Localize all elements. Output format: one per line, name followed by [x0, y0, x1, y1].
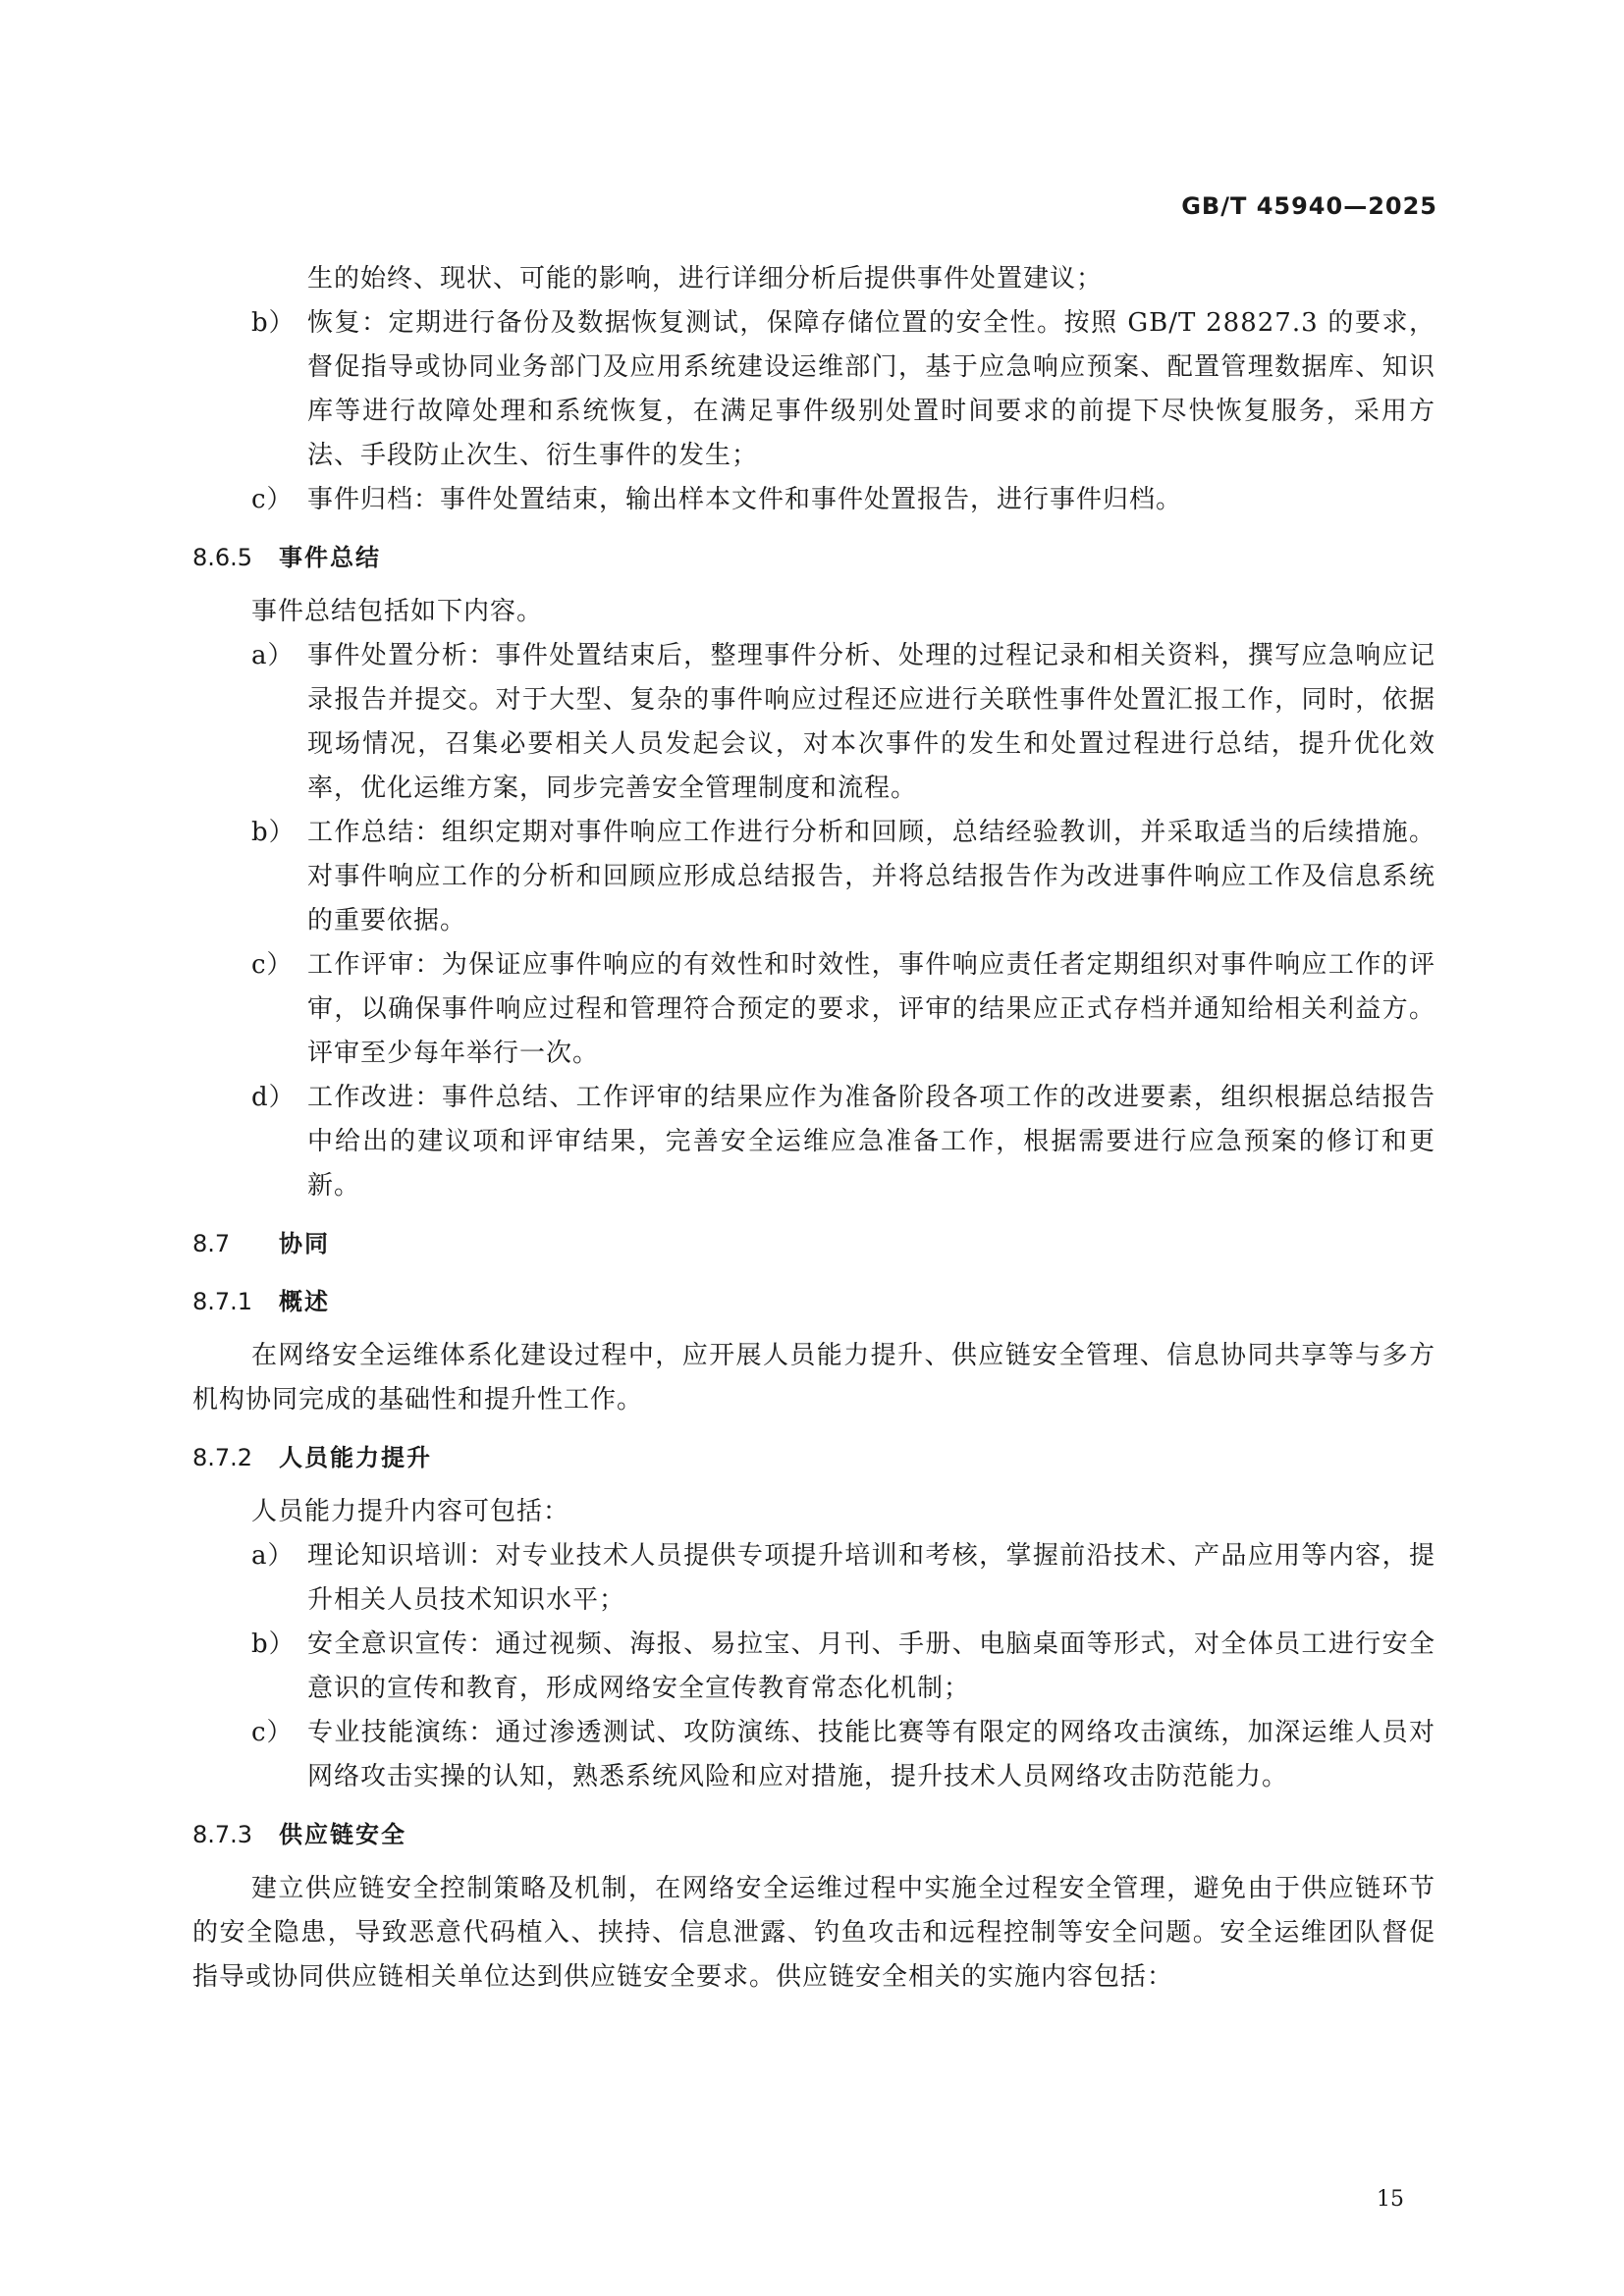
list-item-label: a） — [251, 641, 295, 670]
list-item-text: 工作总结：组织定期对事件响应工作进行分析和回顾，总结经验教训，并采取适当的后续措施。对事件响应工作的分析和回顾应形成总结报告，并将总结报告作为改进事件响应工作及信息系统的重要依据。 — [307, 818, 1435, 935]
list-item-label: c） — [251, 1718, 294, 1747]
section-heading — [192, 1280, 1435, 1324]
list-item-text: 事件处置分析：事件处置结束后，整理事件分析、处理的过程记录和相关资料，撰写应急响应记录报告并提交。对于大型、复杂的事件响应过程还应进行关联性事件处置汇报工作，同时，依据现场情况，召集必要相关人员发起会议，对本次事件的发生和处置过程进行总结，提升优化效率，优化运维方案，同步完善安全管理制度和流程。 — [307, 641, 1435, 803]
list-item-label: d） — [251, 1083, 296, 1112]
list-item-label: b） — [251, 818, 296, 847]
list-item-text: 事件归档：事件处置结束，输出样本文件和事件处置报告，进行事件归档。 — [307, 485, 1183, 514]
section-number: 8.7 — [192, 1230, 231, 1257]
section-title: 概述 — [279, 1288, 330, 1315]
section-heading — [192, 1222, 1435, 1266]
section-number: 8.7.3 — [192, 1821, 253, 1848]
list-item — [192, 811, 1435, 943]
page-number: 15 — [1377, 2187, 1404, 2212]
section-title: 人员能力提升 — [279, 1444, 432, 1471]
list-item — [192, 634, 1435, 811]
paragraph: 人员能力提升内容可包括： — [251, 1497, 570, 1526]
list-item-text: 安全意识宣传：通过视频、海报、易拉宝、月刊、手册、电脑桌面等形式，对全体员工进行安全意识的宣传和教育，形成网络安全宣传教育常态化机制； — [307, 1629, 1435, 1703]
list-item-label: a） — [251, 1541, 295, 1571]
section-title: 协同 — [279, 1230, 330, 1257]
list-item-label: b） — [251, 1629, 296, 1659]
paragraph: 事件总结包括如下内容。 — [251, 597, 544, 626]
paragraph: 建立供应链安全控制策略及机制，在网络安全运维过程中实施全过程安全管理，避免由于供应链环节的安全隐患，导致恶意代码植入、挟持、信息泄露、钓鱼攻击和远程控制等安全问题。安全运维团队督促指导或协同供应链相关单位达到供应链安全要求。供应链安全相关的实施内容包括： — [192, 1874, 1435, 1992]
paragraph: 在网络安全运维体系化建设过程中，应开展人员能力提升、供应链安全管理、信息协同共享等与多方机构协同完成的基础性和提升性工作。 — [192, 1341, 1435, 1415]
standard-code: GB/T 45940—2025 — [1181, 192, 1437, 220]
list-item-label: c） — [251, 485, 294, 514]
section-number: 8.7.2 — [192, 1444, 253, 1471]
section-title: 供应链安全 — [279, 1821, 406, 1848]
list-item — [192, 943, 1435, 1076]
list-item — [192, 1623, 1435, 1711]
list-item-text: 恢复：定期进行备份及数据恢复测试，保障存储位置的安全性。按照 GB/T 28827.3 的要求，督促指导或协同业务部门及应用系统建设运维部门，基于应急响应预案、配置管理数据库、知识库等进行故障处理和系统恢复，在满足事件级别处置时间要求的前提下尽快恢复服务，采用方法、手段防止次生、衍生事件的发生； — [307, 308, 1435, 470]
list-item-text: 专业技能演练：通过渗透测试、攻防演练、技能比赛等有限定的网络攻击演练，加深运维人员对网络攻击实操的认知，熟悉系统风险和应对措施，提升技术人员网络攻击防范能力。 — [307, 1718, 1435, 1791]
document-body — [192, 257, 1435, 2000]
list-item — [192, 1711, 1435, 1799]
list-item-text: 理论知识培训：对专业技术人员提供专项提升培训和考核，掌握前沿技术、产品应用等内容，提升相关人员技术知识水平； — [307, 1541, 1435, 1615]
list-item-text: 工作评审：为保证应事件响应的有效性和时效性，事件响应责任者定期组织对事件响应工作的评审，以确保事件响应过程和管理符合预定的要求，评审的结果应正式存档并通知给相关利益方。评审至少每年举行一次。 — [307, 950, 1435, 1068]
section-number: 8.7.1 — [192, 1288, 253, 1315]
list-item — [192, 301, 1435, 478]
section-heading — [192, 1436, 1435, 1480]
list-item — [192, 1534, 1435, 1623]
list-item — [192, 478, 1435, 522]
list-item-label: c） — [251, 950, 294, 980]
list-item — [192, 1076, 1435, 1208]
section-heading — [192, 536, 1435, 580]
list-item-label: b） — [251, 308, 296, 338]
section-number: 8.6.5 — [192, 544, 253, 571]
section-title: 事件总结 — [279, 544, 381, 571]
list-item-text: 工作改进：事件总结、工作评审的结果应作为准备阶段各项工作的改进要素，组织根据总结报告中给出的建议项和评审结果，完善安全运维应急准备工作，根据需要进行应急预案的修订和更新。 — [307, 1083, 1435, 1201]
section-heading — [192, 1813, 1435, 1857]
continued-text: 生的始终、现状、可能的影响，进行详细分析后提供事件处置建议； — [307, 264, 1104, 294]
